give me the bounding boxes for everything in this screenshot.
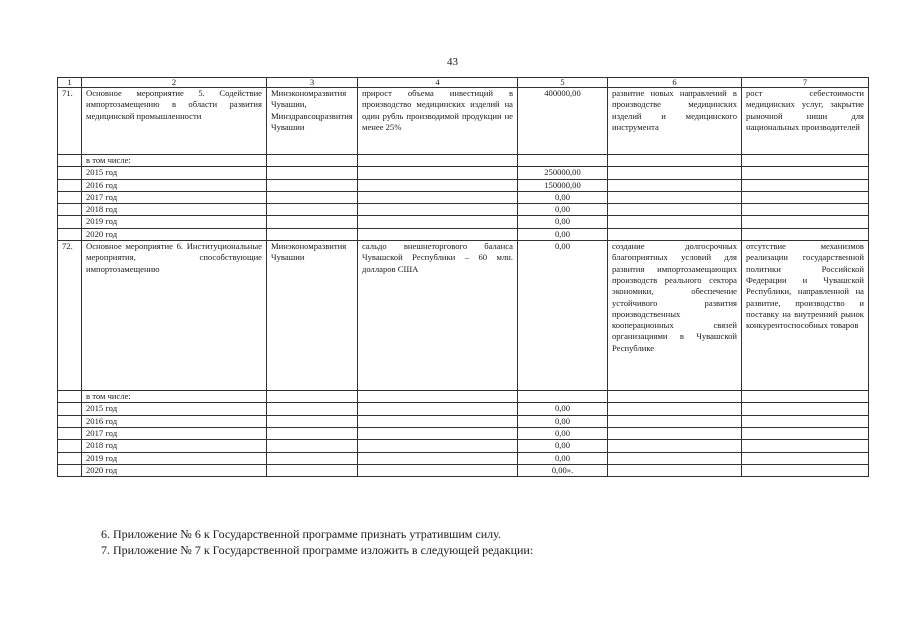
year-cell: 2020 год	[82, 464, 267, 476]
executor-cell: Минэкономразвития Чувашии	[267, 241, 358, 391]
table-row	[58, 167, 869, 179]
note-paragraph: 6. Приложение № 6 к Государственной программе признать утратившим силу.	[101, 527, 501, 541]
row-number: 72.	[58, 241, 82, 391]
table-row	[58, 391, 869, 403]
note-paragraph: 7. Приложение № 7 к Государственной программе изложить в следующей редакции:	[101, 543, 534, 557]
amount-cell: 0,00	[518, 191, 608, 203]
table-row	[58, 452, 869, 464]
table-row	[58, 440, 869, 452]
column-number: 5	[518, 78, 608, 88]
including-label: в том числе:	[82, 391, 267, 403]
table-row	[58, 427, 869, 439]
year-cell: 2020 год	[82, 228, 267, 240]
executor-cell: Минэкономразвития Чувашии, Минздравсоцразвития Чувашии	[267, 88, 358, 155]
table-row	[58, 191, 869, 203]
table-row	[58, 415, 869, 427]
result-cell: создание долгосрочных благоприятных условий для развития импортозамещающих производств реального сектора экономики, обеспечение устойчивого развития производственных кооперационных связей организациями в Чувашской Республике	[608, 241, 742, 391]
amount-cell: 0,00	[518, 440, 608, 452]
amount-cell: 250000,00	[518, 167, 608, 179]
program-table	[57, 77, 869, 477]
column-number: 6	[608, 78, 742, 88]
amount-cell: 0,00».	[518, 464, 608, 476]
table-row	[58, 216, 869, 228]
event-cell: Основное мероприятие 5. Содействие импортозамещению в области развития медицинской промышленности	[82, 88, 267, 155]
risk-cell: отсутствие механизмов реализации государственной политики Российской Федерации и Чувашской Республики, направленной на развитие, производство и поставку на внутренний рынок конкурентоспособных товаров	[742, 241, 869, 391]
risk-cell: рост себестоимости медицинских услуг, закрытие рыночной ниши для национальных производителей	[742, 88, 869, 155]
column-number: 7	[742, 78, 869, 88]
amount-cell: 150000,00	[518, 179, 608, 191]
year-cell: 2019 год	[82, 452, 267, 464]
year-cell: 2017 год	[82, 427, 267, 439]
amount-cell: 0,00	[518, 415, 608, 427]
amount-cell: 0,00	[518, 241, 608, 391]
year-cell: 2017 год	[82, 191, 267, 203]
year-cell: 2016 год	[82, 415, 267, 427]
column-number: 4	[358, 78, 518, 88]
table-row	[58, 155, 869, 167]
year-cell: 2018 год	[82, 440, 267, 452]
page-number: 43	[447, 56, 458, 68]
table-row	[58, 204, 869, 216]
amount-cell: 0,00	[518, 427, 608, 439]
amount-cell: 0,00	[518, 216, 608, 228]
event-cell: Основное мероприятие 6. Институциональные мероприятия, способствующие импортозамещению	[82, 241, 267, 391]
table-row	[58, 403, 869, 415]
column-number: 2	[82, 78, 267, 88]
table-row	[58, 464, 869, 476]
row-number: 71.	[58, 88, 82, 155]
year-cell: 2016 год	[82, 179, 267, 191]
amount-cell: 400000,00	[518, 88, 608, 155]
year-cell: 2019 год	[82, 216, 267, 228]
year-cell: 2015 год	[82, 403, 267, 415]
column-number: 1	[58, 78, 82, 88]
including-label: в том числе:	[82, 155, 267, 167]
indicator-cell: сальдо внешнеторгового баланса Чувашской Республики – 60 млн. долларов США	[358, 241, 518, 391]
table-row	[58, 241, 869, 391]
year-cell: 2018 год	[82, 204, 267, 216]
year-cell: 2015 год	[82, 167, 267, 179]
column-number: 3	[267, 78, 358, 88]
amount-cell: 0,00	[518, 452, 608, 464]
table-row	[58, 88, 869, 155]
table-row	[58, 228, 869, 240]
result-cell: развитие новых направлений в производстве медицинских изделий и медицинского инструмента	[608, 88, 742, 155]
amount-cell: 0,00	[518, 228, 608, 240]
table-row	[58, 179, 869, 191]
indicator-cell: прирост объема инвестиций в производство медицинских изделий на один рубль производимой продукции не менее 25%	[358, 88, 518, 155]
column-number-row	[58, 78, 869, 88]
amount-cell: 0,00	[518, 403, 608, 415]
amount-cell: 0,00	[518, 204, 608, 216]
